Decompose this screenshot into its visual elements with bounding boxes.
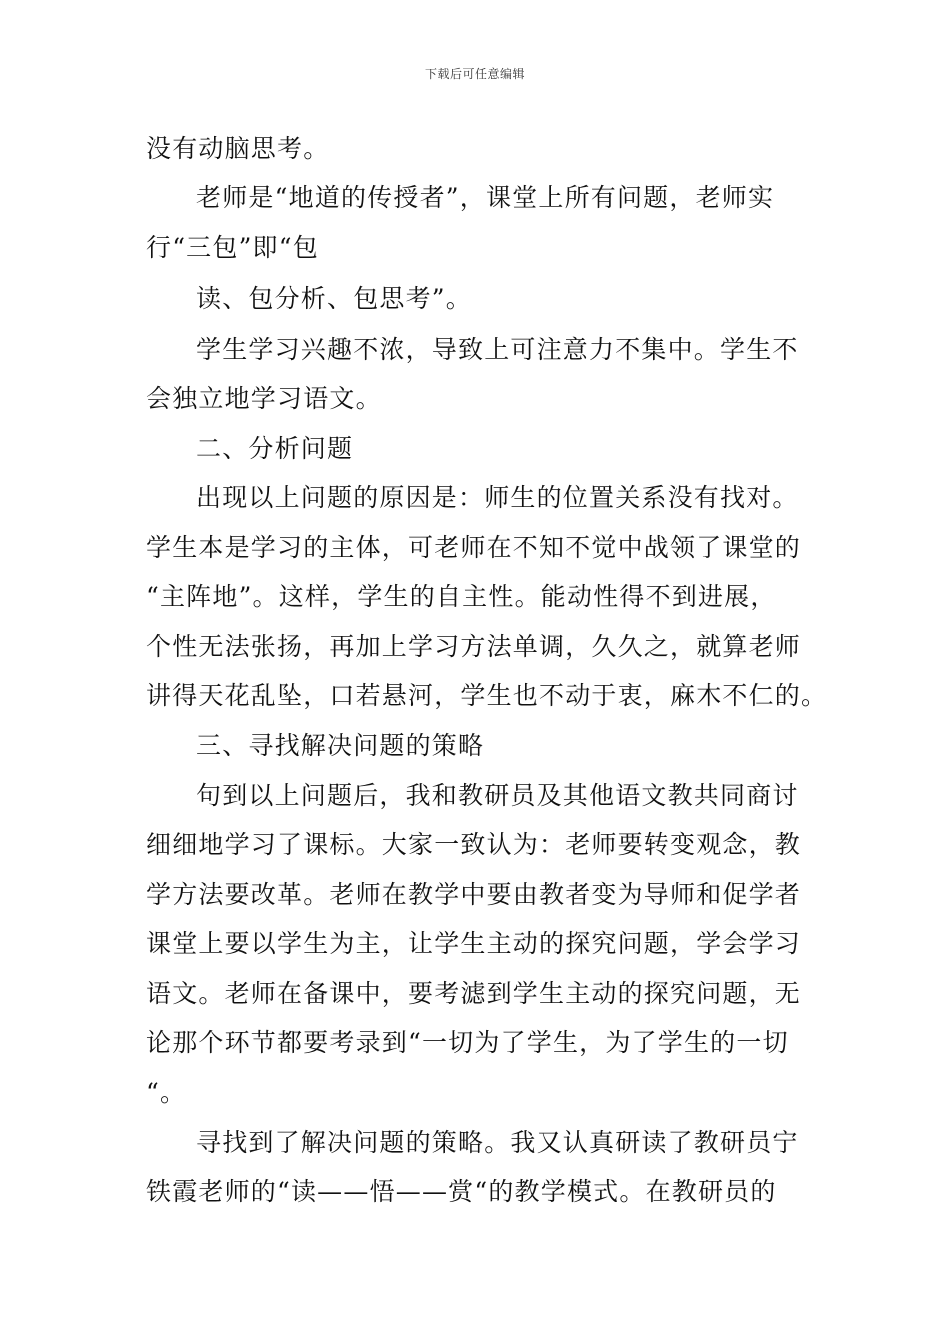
section-heading: 二、分析问题: [196, 434, 354, 463]
text-line: 没有动脑思考。: [146, 134, 330, 163]
text-line: 读、包分析、包思考”。: [196, 284, 472, 313]
text-line: “。: [146, 1078, 187, 1107]
text-line: 语文。老师在备课中，要考滤到学生主动的探究问题，无: [146, 979, 802, 1008]
page-header: 下载后可任意编辑: [424, 67, 525, 81]
text-line: 学生本是学习的主体，可老师在不知不觉中战领了课堂的: [146, 533, 802, 562]
text-line: 句到以上问题后，我和教研员及其他语文教共同商讨: [196, 781, 799, 810]
text-line: 会独立地学习语文。: [146, 384, 382, 413]
text-line: 老师是“地道的传授者”，课堂上所有问题，老师实: [196, 183, 775, 212]
text-line: 论那个环节都要考录到“一切为了学生，为了学生的一切: [146, 1028, 789, 1057]
text-line: 铁霞老师的“读——悟——赏“的教学模式。在教研员的: [146, 1177, 777, 1206]
text-line: 学方法要改革。老师在教学中要由教者变为导师和促学者: [146, 880, 802, 909]
text-line: 寻找到了解决问题的策略。我又认真研读了教研员宁: [196, 1128, 799, 1157]
text-line: 课堂上要以学生为主，让学生主动的探究问题，学会学习: [146, 929, 802, 958]
text-line: 讲得天花乱坠，口若悬河，学生也不动于衷，麻木不仁的。: [146, 681, 828, 710]
text-line: 细细地学习了课标。大家一致认为：老师要转变观念，教: [146, 830, 802, 859]
section-heading: 三、寻找解决问题的策略: [196, 731, 485, 760]
text-line: 行“三包”即“包: [146, 233, 319, 262]
text-line: 个性无法张扬，再加上学习方法单调，久久之，就算老师: [146, 632, 802, 661]
text-line: 学生学习兴趣不浓，导致上可注意力不集中。学生不: [196, 335, 799, 364]
text-line: “主阵地”。这样，学生的自主性。能动性得不到进展，: [146, 582, 777, 611]
text-line: 出现以上问题的原因是：师生的位置关系没有找对。: [196, 483, 799, 512]
